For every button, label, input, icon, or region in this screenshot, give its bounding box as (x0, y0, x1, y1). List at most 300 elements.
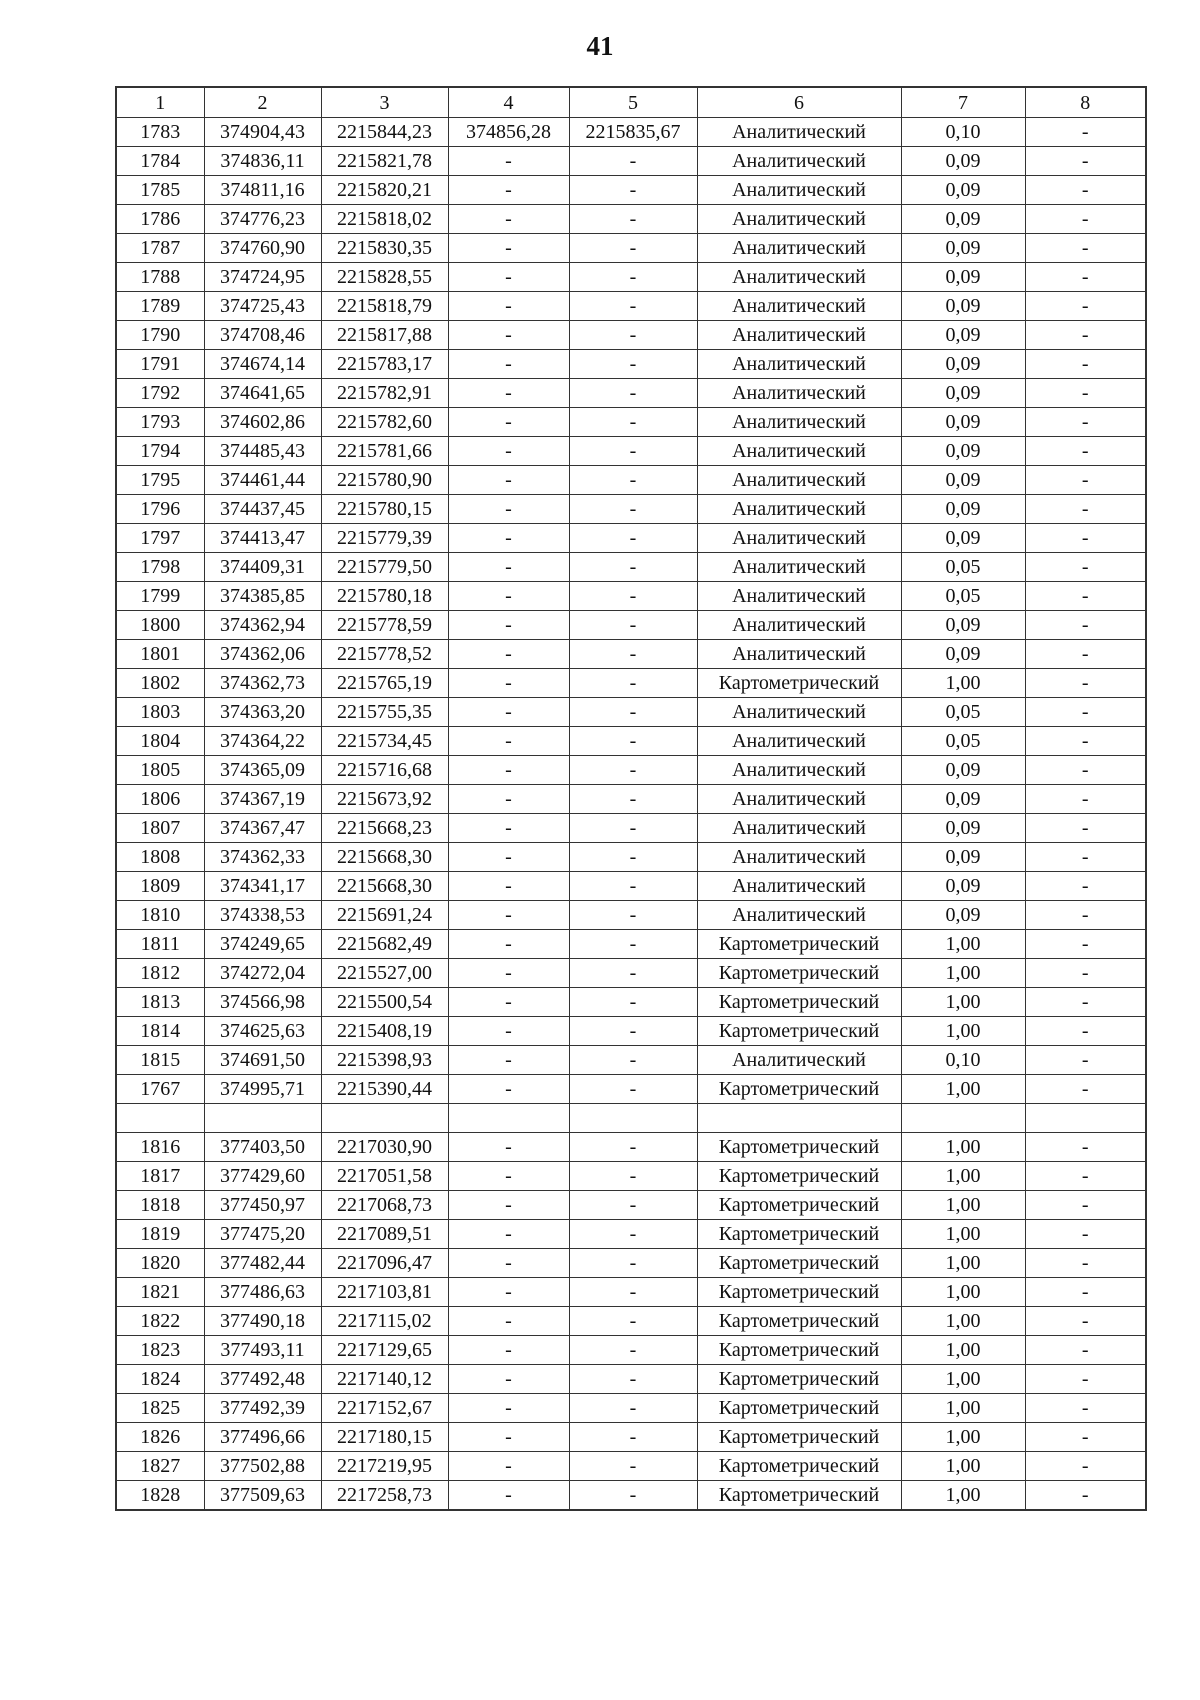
method-cell: Аналитический (697, 524, 901, 553)
y-coordinate-cell: 2215818,79 (321, 292, 448, 321)
method-cell: Картометрический (697, 1423, 901, 1452)
method-cell: Картометрический (697, 1336, 901, 1365)
accuracy-cell: 0,09 (901, 176, 1025, 205)
accuracy-cell: 1,00 (901, 1133, 1025, 1162)
table-row (116, 1423, 1146, 1452)
point-number-cell: 1808 (116, 843, 204, 872)
accuracy-cell: 1,00 (901, 959, 1025, 988)
accuracy-cell: 0,05 (901, 698, 1025, 727)
method-cell: Картометрический (697, 1162, 901, 1191)
x-coordinate-alt-cell: - (448, 1452, 569, 1481)
method-cell: Картометрический (697, 959, 901, 988)
accuracy-cell: 0,09 (901, 756, 1025, 785)
x-coordinate-cell: 377492,39 (204, 1394, 321, 1423)
note-cell: - (1025, 350, 1146, 379)
x-coordinate-alt-cell: - (448, 756, 569, 785)
method-cell: Аналитический (697, 901, 901, 930)
x-coordinate-cell: 374249,65 (204, 930, 321, 959)
x-coordinate-cell: 374708,46 (204, 321, 321, 350)
x-coordinate-alt-cell: - (448, 466, 569, 495)
point-number-cell: 1818 (116, 1191, 204, 1220)
accuracy-cell: 0,09 (901, 408, 1025, 437)
table-row (116, 727, 1146, 756)
note-cell: - (1025, 1481, 1146, 1511)
x-coordinate-alt-cell: - (448, 1394, 569, 1423)
method-cell: Аналитический (697, 292, 901, 321)
accuracy-cell: 1,00 (901, 1307, 1025, 1336)
x-coordinate-alt-cell: - (448, 1017, 569, 1046)
table-row (116, 524, 1146, 553)
x-coordinate-cell: 374338,53 (204, 901, 321, 930)
accuracy-cell: 1,00 (901, 1336, 1025, 1365)
y-coordinate-alt-cell: - (569, 669, 697, 698)
note-cell: - (1025, 1307, 1146, 1336)
x-coordinate-alt-cell: - (448, 1075, 569, 1104)
table-row (116, 988, 1146, 1017)
column-header: 7 (901, 87, 1025, 118)
note-cell: - (1025, 1075, 1146, 1104)
x-coordinate-alt-cell: - (448, 553, 569, 582)
table-row (116, 582, 1146, 611)
note-cell: - (1025, 959, 1146, 988)
y-coordinate-cell: 2215668,30 (321, 843, 448, 872)
point-number-cell: 1788 (116, 263, 204, 292)
table-row (116, 1191, 1146, 1220)
page-number: 41 (586, 31, 614, 61)
table-row (116, 1365, 1146, 1394)
x-coordinate-alt-cell: - (448, 1365, 569, 1394)
accuracy-cell: 1,00 (901, 1162, 1025, 1191)
table-row (116, 698, 1146, 727)
method-cell: Аналитический (697, 495, 901, 524)
method-cell: Картометрический (697, 1307, 901, 1336)
x-coordinate-alt-cell: - (448, 988, 569, 1017)
table-row (116, 872, 1146, 901)
method-cell: Картометрический (697, 1278, 901, 1307)
y-coordinate-alt-cell: - (569, 1481, 697, 1511)
table-row (116, 1481, 1146, 1511)
point-number-cell: 1794 (116, 437, 204, 466)
y-coordinate-cell: 2215780,15 (321, 495, 448, 524)
x-coordinate-cell: 377502,88 (204, 1452, 321, 1481)
y-coordinate-cell: 2217096,47 (321, 1249, 448, 1278)
accuracy-cell (901, 1104, 1025, 1133)
x-coordinate-cell: 377492,48 (204, 1365, 321, 1394)
accuracy-cell: 1,00 (901, 1394, 1025, 1423)
point-number-cell (116, 1104, 204, 1133)
note-cell: - (1025, 1017, 1146, 1046)
accuracy-cell: 0,09 (901, 843, 1025, 872)
point-number-cell: 1816 (116, 1133, 204, 1162)
method-cell: Аналитический (697, 640, 901, 669)
point-number-cell: 1820 (116, 1249, 204, 1278)
table-row (116, 176, 1146, 205)
x-coordinate-cell: 374602,86 (204, 408, 321, 437)
y-coordinate-cell: 2215782,91 (321, 379, 448, 408)
y-coordinate-cell: 2217068,73 (321, 1191, 448, 1220)
x-coordinate-alt-cell (448, 1104, 569, 1133)
note-cell: - (1025, 292, 1146, 321)
x-coordinate-cell: 374691,50 (204, 1046, 321, 1075)
point-number-cell: 1803 (116, 698, 204, 727)
note-cell: - (1025, 1133, 1146, 1162)
accuracy-cell: 1,00 (901, 1220, 1025, 1249)
x-coordinate-cell: 374641,65 (204, 379, 321, 408)
y-coordinate-cell: 2217103,81 (321, 1278, 448, 1307)
table-row (116, 321, 1146, 350)
x-coordinate-cell: 377482,44 (204, 1249, 321, 1278)
method-cell: Картометрический (697, 988, 901, 1017)
y-coordinate-cell: 2215668,23 (321, 814, 448, 843)
table-row (116, 118, 1146, 147)
y-coordinate-alt-cell: - (569, 640, 697, 669)
note-cell: - (1025, 785, 1146, 814)
y-coordinate-alt-cell: - (569, 1249, 697, 1278)
y-coordinate-alt-cell: - (569, 379, 697, 408)
x-coordinate-cell: 374625,63 (204, 1017, 321, 1046)
x-coordinate-cell: 374811,16 (204, 176, 321, 205)
y-coordinate-cell: 2215668,30 (321, 872, 448, 901)
y-coordinate-alt-cell: - (569, 205, 697, 234)
y-coordinate-cell: 2215527,00 (321, 959, 448, 988)
x-coordinate-alt-cell: - (448, 350, 569, 379)
y-coordinate-cell: 2215781,66 (321, 437, 448, 466)
y-coordinate-alt-cell: - (569, 1133, 697, 1162)
method-cell: Картометрический (697, 1249, 901, 1278)
x-coordinate-alt-cell: - (448, 959, 569, 988)
x-coordinate-alt-cell: - (448, 292, 569, 321)
accuracy-cell: 0,09 (901, 350, 1025, 379)
x-coordinate-alt-cell: - (448, 727, 569, 756)
y-coordinate-alt-cell: - (569, 495, 697, 524)
table-row (116, 379, 1146, 408)
point-number-cell: 1801 (116, 640, 204, 669)
table-row (116, 901, 1146, 930)
point-number-cell: 1819 (116, 1220, 204, 1249)
x-coordinate-cell: 377509,63 (204, 1481, 321, 1511)
table-row (116, 466, 1146, 495)
x-coordinate-cell: 374363,20 (204, 698, 321, 727)
method-cell: Аналитический (697, 553, 901, 582)
point-number-cell: 1821 (116, 1278, 204, 1307)
method-cell: Аналитический (697, 118, 901, 147)
method-cell: Аналитический (697, 147, 901, 176)
point-number-cell: 1799 (116, 582, 204, 611)
x-coordinate-cell: 374461,44 (204, 466, 321, 495)
accuracy-cell: 0,09 (901, 872, 1025, 901)
x-coordinate-cell: 377450,97 (204, 1191, 321, 1220)
point-number-cell: 1767 (116, 1075, 204, 1104)
accuracy-cell: 0,10 (901, 1046, 1025, 1075)
y-coordinate-alt-cell: - (569, 1278, 697, 1307)
point-number-cell: 1785 (116, 176, 204, 205)
y-coordinate-cell: 2215691,24 (321, 901, 448, 930)
table-row (116, 553, 1146, 582)
x-coordinate-alt-cell: - (448, 495, 569, 524)
accuracy-cell: 0,05 (901, 727, 1025, 756)
method-cell: Картометрический (697, 1017, 901, 1046)
x-coordinate-alt-cell: - (448, 1162, 569, 1191)
note-cell: - (1025, 1394, 1146, 1423)
x-coordinate-cell: 374362,33 (204, 843, 321, 872)
y-coordinate-alt-cell: - (569, 1017, 697, 1046)
method-cell: Аналитический (697, 756, 901, 785)
method-cell: Картометрический (697, 1481, 901, 1511)
x-coordinate-cell: 374341,17 (204, 872, 321, 901)
x-coordinate-alt-cell: - (448, 205, 569, 234)
table-row (116, 292, 1146, 321)
x-coordinate-alt-cell: - (448, 669, 569, 698)
note-cell: - (1025, 1046, 1146, 1075)
table-row (116, 843, 1146, 872)
y-coordinate-alt-cell: - (569, 176, 697, 205)
y-coordinate-alt-cell: - (569, 408, 697, 437)
x-coordinate-cell: 374362,73 (204, 669, 321, 698)
column-header: 4 (448, 87, 569, 118)
table-row (116, 1307, 1146, 1336)
accuracy-cell: 0,09 (901, 466, 1025, 495)
table-row (116, 814, 1146, 843)
y-coordinate-cell: 2215716,68 (321, 756, 448, 785)
x-coordinate-cell: 377493,11 (204, 1336, 321, 1365)
method-cell: Аналитический (697, 379, 901, 408)
table-row (116, 263, 1146, 292)
x-coordinate-cell: 374367,47 (204, 814, 321, 843)
accuracy-cell: 0,09 (901, 292, 1025, 321)
y-coordinate-alt-cell: - (569, 727, 697, 756)
point-number-cell: 1786 (116, 205, 204, 234)
column-header: 3 (321, 87, 448, 118)
y-coordinate-alt-cell: - (569, 1075, 697, 1104)
accuracy-cell: 1,00 (901, 930, 1025, 959)
accuracy-cell: 1,00 (901, 1017, 1025, 1046)
method-cell: Картометрический (697, 1220, 901, 1249)
note-cell: - (1025, 553, 1146, 582)
x-coordinate-alt-cell: - (448, 785, 569, 814)
y-coordinate-alt-cell: - (569, 1452, 697, 1481)
y-coordinate-cell: 2215734,45 (321, 727, 448, 756)
method-cell: Аналитический (697, 872, 901, 901)
x-coordinate-alt-cell: - (448, 437, 569, 466)
accuracy-cell: 1,00 (901, 1075, 1025, 1104)
y-coordinate-cell: 2217089,51 (321, 1220, 448, 1249)
y-coordinate-alt-cell: - (569, 524, 697, 553)
x-coordinate-cell: 377496,66 (204, 1423, 321, 1452)
x-coordinate-alt-cell: - (448, 1220, 569, 1249)
y-coordinate-cell: 2215755,35 (321, 698, 448, 727)
x-coordinate-cell: 374760,90 (204, 234, 321, 263)
point-number-cell: 1809 (116, 872, 204, 901)
x-coordinate-alt-cell: - (448, 234, 569, 263)
method-cell: Картометрический (697, 1365, 901, 1394)
x-coordinate-alt-cell: - (448, 698, 569, 727)
point-number-cell: 1787 (116, 234, 204, 263)
y-coordinate-cell: 2217219,95 (321, 1452, 448, 1481)
note-cell: - (1025, 408, 1146, 437)
table-row (116, 1104, 1146, 1133)
y-coordinate-cell: 2215673,92 (321, 785, 448, 814)
y-coordinate-alt-cell: - (569, 466, 697, 495)
accuracy-cell: 0,09 (901, 785, 1025, 814)
method-cell: Аналитический (697, 466, 901, 495)
point-number-cell: 1784 (116, 147, 204, 176)
method-cell: Аналитический (697, 234, 901, 263)
x-coordinate-cell: 374385,85 (204, 582, 321, 611)
y-coordinate-alt-cell: - (569, 988, 697, 1017)
y-coordinate-alt-cell: - (569, 234, 697, 263)
y-coordinate-cell: 2217258,73 (321, 1481, 448, 1511)
note-cell: - (1025, 176, 1146, 205)
point-number-cell: 1806 (116, 785, 204, 814)
y-coordinate-cell: 2217115,02 (321, 1307, 448, 1336)
table-row (116, 640, 1146, 669)
note-cell: - (1025, 437, 1146, 466)
point-number-cell: 1789 (116, 292, 204, 321)
y-coordinate-cell: 2215830,35 (321, 234, 448, 263)
y-coordinate-cell: 2215818,02 (321, 205, 448, 234)
method-cell: Аналитический (697, 1046, 901, 1075)
header-row (116, 87, 1146, 118)
x-coordinate-cell: 374413,47 (204, 524, 321, 553)
table-row (116, 408, 1146, 437)
table-row (116, 1046, 1146, 1075)
y-coordinate-alt-cell: - (569, 1220, 697, 1249)
table-row (116, 350, 1146, 379)
point-number-cell: 1810 (116, 901, 204, 930)
y-coordinate-cell: 2215500,54 (321, 988, 448, 1017)
x-coordinate-alt-cell: - (448, 640, 569, 669)
y-coordinate-alt-cell: - (569, 843, 697, 872)
y-coordinate-alt-cell: - (569, 350, 697, 379)
y-coordinate-cell: 2215780,90 (321, 466, 448, 495)
table-row (116, 1162, 1146, 1191)
note-cell: - (1025, 147, 1146, 176)
accuracy-cell: 1,00 (901, 1452, 1025, 1481)
accuracy-cell: 1,00 (901, 1423, 1025, 1452)
y-coordinate-cell: 2217180,15 (321, 1423, 448, 1452)
column-header: 5 (569, 87, 697, 118)
x-coordinate-alt-cell: - (448, 901, 569, 930)
note-cell: - (1025, 611, 1146, 640)
x-coordinate-alt-cell: - (448, 1481, 569, 1511)
accuracy-cell: 0,09 (901, 147, 1025, 176)
note-cell: - (1025, 988, 1146, 1017)
x-coordinate-cell: 374674,14 (204, 350, 321, 379)
x-coordinate-cell: 374437,45 (204, 495, 321, 524)
y-coordinate-cell: 2215780,18 (321, 582, 448, 611)
table-row (116, 669, 1146, 698)
point-number-cell: 1826 (116, 1423, 204, 1452)
y-coordinate-alt-cell: - (569, 263, 697, 292)
point-number-cell: 1791 (116, 350, 204, 379)
note-cell: - (1025, 321, 1146, 350)
accuracy-cell: 0,09 (901, 321, 1025, 350)
accuracy-cell: 1,00 (901, 1278, 1025, 1307)
point-number-cell: 1813 (116, 988, 204, 1017)
table-row (116, 437, 1146, 466)
note-cell: - (1025, 466, 1146, 495)
method-cell: Аналитический (697, 843, 901, 872)
point-number-cell: 1817 (116, 1162, 204, 1191)
note-cell: - (1025, 727, 1146, 756)
x-coordinate-alt-cell: - (448, 1423, 569, 1452)
note-cell: - (1025, 524, 1146, 553)
x-coordinate-alt-cell: - (448, 379, 569, 408)
point-number-cell: 1796 (116, 495, 204, 524)
x-coordinate-alt-cell: - (448, 611, 569, 640)
y-coordinate-alt-cell: 2215835,67 (569, 118, 697, 147)
note-cell: - (1025, 234, 1146, 263)
point-number-cell: 1828 (116, 1481, 204, 1511)
method-cell: Аналитический (697, 814, 901, 843)
note-cell: - (1025, 1452, 1146, 1481)
y-coordinate-alt-cell: - (569, 553, 697, 582)
y-coordinate-alt-cell: - (569, 437, 697, 466)
table-row (116, 1220, 1146, 1249)
method-cell: Аналитический (697, 205, 901, 234)
note-cell: - (1025, 1365, 1146, 1394)
accuracy-cell: 0,09 (901, 205, 1025, 234)
y-coordinate-alt-cell: - (569, 1162, 697, 1191)
x-coordinate-cell: 374362,06 (204, 640, 321, 669)
y-coordinate-cell: 2215408,19 (321, 1017, 448, 1046)
y-coordinate-alt-cell: - (569, 1394, 697, 1423)
point-number-cell: 1798 (116, 553, 204, 582)
x-coordinate-alt-cell: - (448, 1133, 569, 1162)
point-number-cell: 1805 (116, 756, 204, 785)
x-coordinate-alt-cell: - (448, 1191, 569, 1220)
note-cell: - (1025, 1423, 1146, 1452)
y-coordinate-cell: 2215844,23 (321, 118, 448, 147)
table-row (116, 205, 1146, 234)
point-number-cell: 1790 (116, 321, 204, 350)
point-number-cell: 1797 (116, 524, 204, 553)
y-coordinate-cell: 2217129,65 (321, 1336, 448, 1365)
note-cell: - (1025, 843, 1146, 872)
accuracy-cell: 0,09 (901, 495, 1025, 524)
y-coordinate-alt-cell (569, 1104, 697, 1133)
point-number-cell: 1824 (116, 1365, 204, 1394)
accuracy-cell: 0,09 (901, 234, 1025, 263)
y-coordinate-cell: 2217030,90 (321, 1133, 448, 1162)
accuracy-cell: 1,00 (901, 988, 1025, 1017)
table-row (116, 147, 1146, 176)
method-cell: Аналитический (697, 727, 901, 756)
x-coordinate-alt-cell: - (448, 263, 569, 292)
y-coordinate-alt-cell: - (569, 930, 697, 959)
point-number-cell: 1812 (116, 959, 204, 988)
x-coordinate-alt-cell: - (448, 582, 569, 611)
y-coordinate-cell: 2215783,17 (321, 350, 448, 379)
y-coordinate-alt-cell: - (569, 292, 697, 321)
x-coordinate-cell: 374566,98 (204, 988, 321, 1017)
y-coordinate-cell: 2215828,55 (321, 263, 448, 292)
note-cell: - (1025, 1336, 1146, 1365)
y-coordinate-cell: 2215779,50 (321, 553, 448, 582)
accuracy-cell: 0,09 (901, 263, 1025, 292)
x-coordinate-alt-cell: - (448, 147, 569, 176)
method-cell: Картометрический (697, 1075, 901, 1104)
y-coordinate-alt-cell: - (569, 1191, 697, 1220)
method-cell: Аналитический (697, 321, 901, 350)
method-cell: Аналитический (697, 611, 901, 640)
table-row (116, 959, 1146, 988)
coordinates-table (115, 86, 1147, 1511)
y-coordinate-cell: 2217140,12 (321, 1365, 448, 1394)
accuracy-cell: 0,09 (901, 379, 1025, 408)
table-row (116, 1133, 1146, 1162)
table-row (116, 495, 1146, 524)
